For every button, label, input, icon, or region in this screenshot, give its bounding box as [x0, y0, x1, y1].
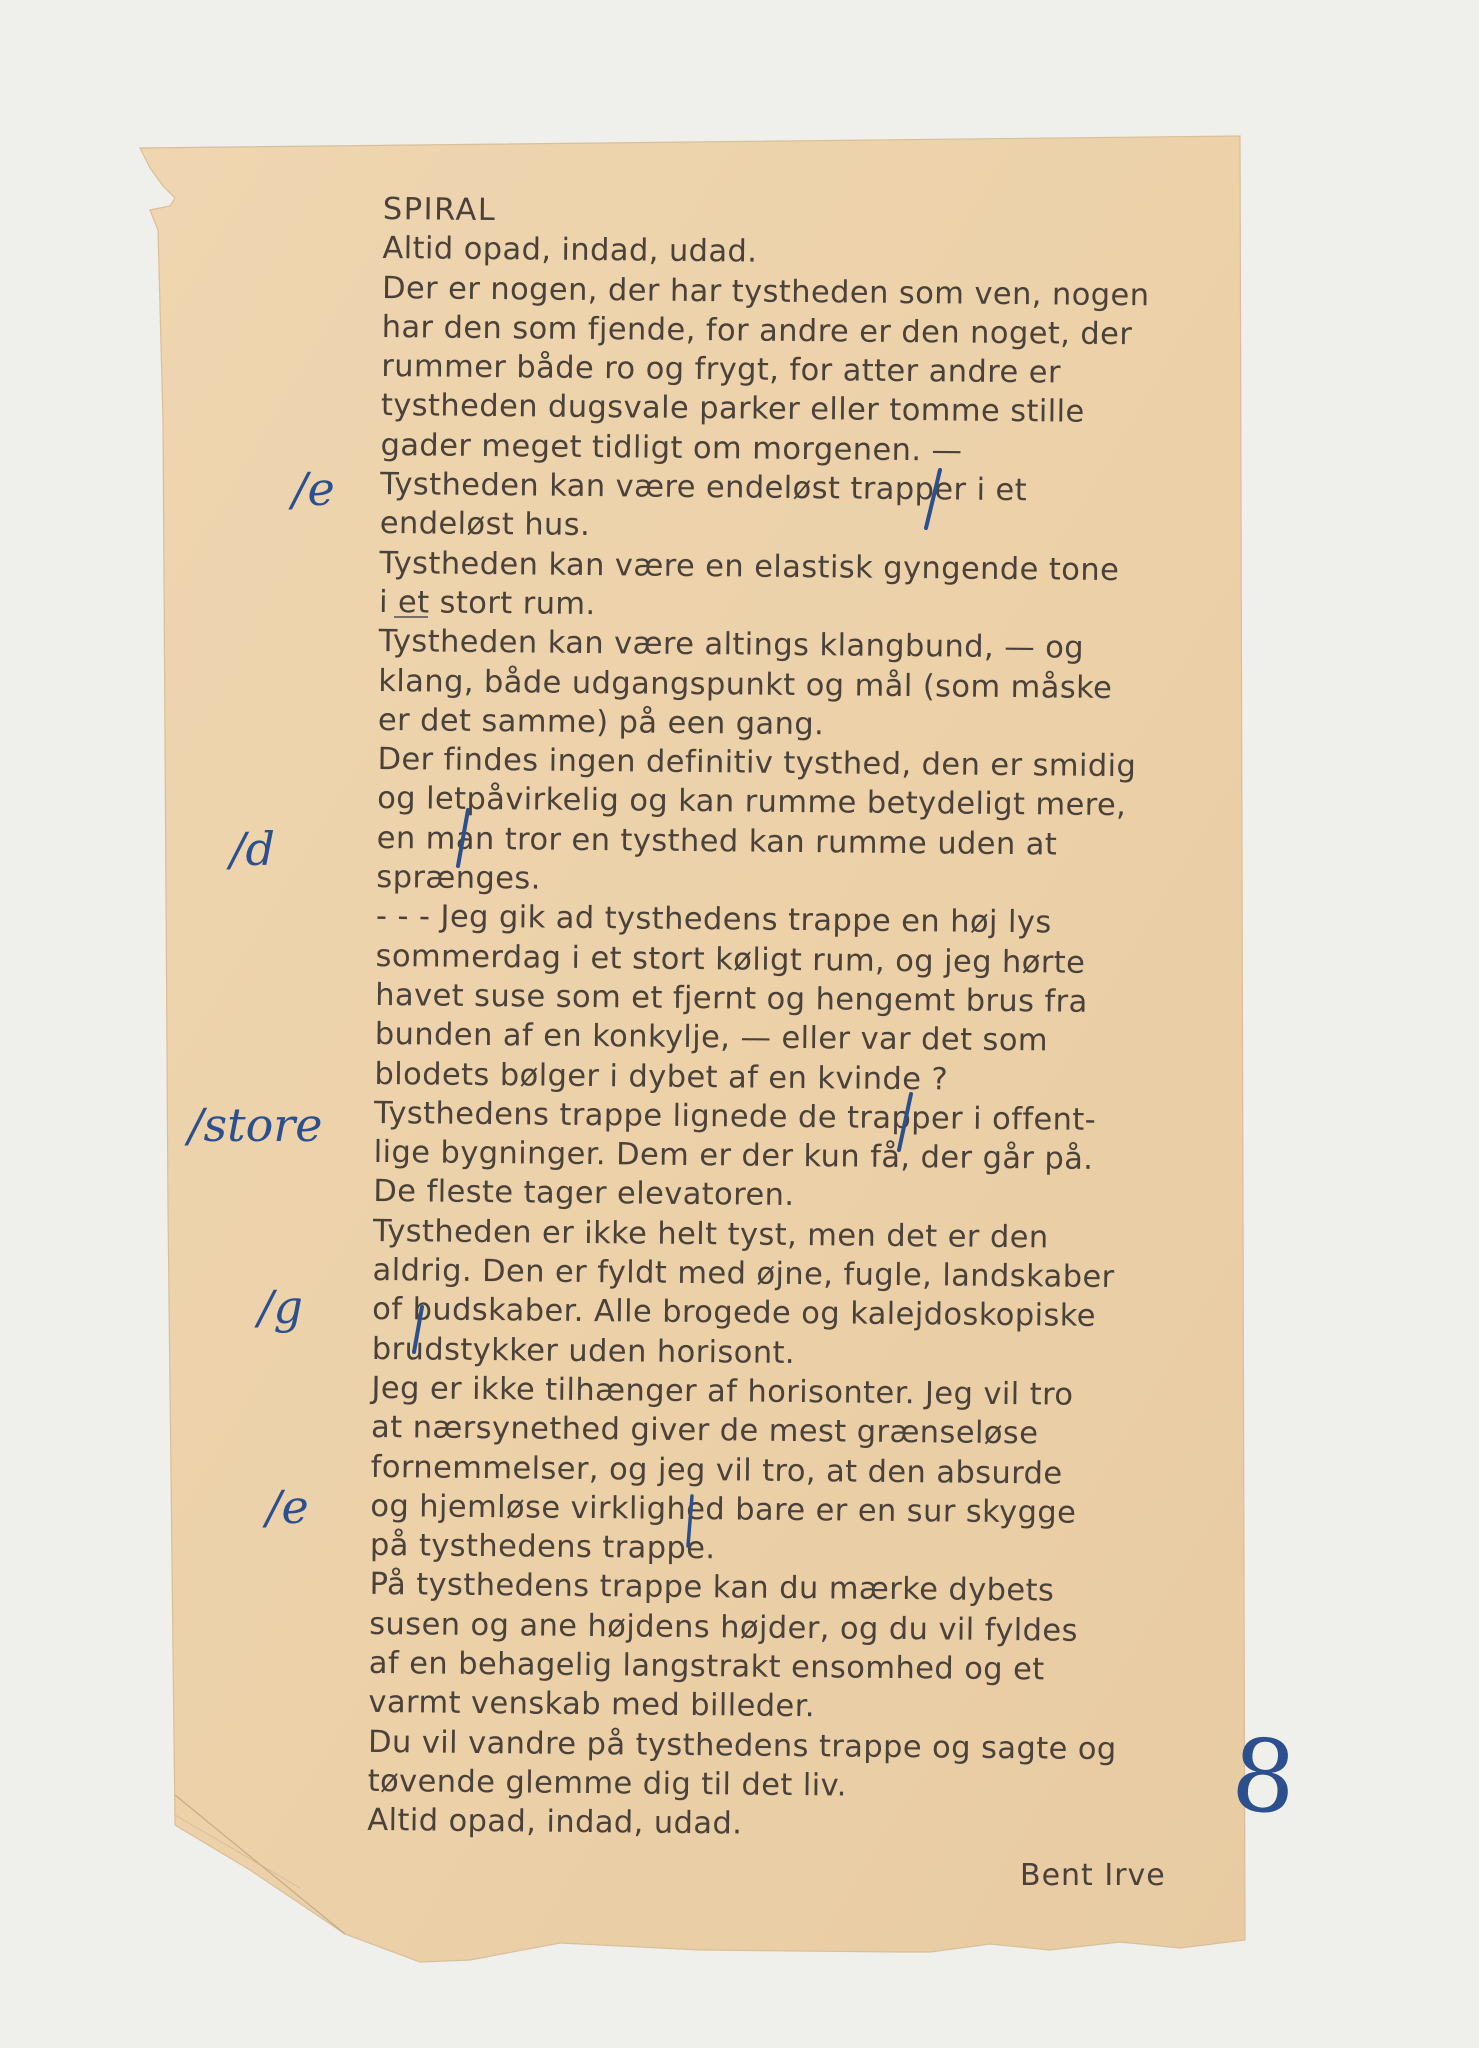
text-line: er det samme) på een gang.	[377, 702, 825, 743]
text-line: en man tror en tysthed kan rumme uden at	[376, 820, 1058, 863]
text-line: på tysthedens trappe.	[369, 1528, 716, 1567]
text-line: og letpåvirkelig og kan rumme betydeligt mere,	[376, 781, 1127, 824]
author-signature: Bent Irve	[1020, 1858, 1166, 1893]
text-line: tøvende glemme dig til det liv.	[367, 1763, 847, 1804]
text-line: endeløst hus.	[379, 506, 591, 544]
text-line: Der er nogen, der har tystheden som ven, nogen	[381, 270, 1150, 313]
text-line: varmt venskab med billeder.	[368, 1685, 816, 1725]
text-line: Altid opad, indad, udad.	[367, 1803, 743, 1842]
text-line: og hjemløse virklighed bare er en sur skygge	[370, 1488, 1077, 1531]
text-line: brudstykker uden horisont.	[371, 1331, 796, 1371]
text-line: rummer både ro og frygt, for atter andre er	[381, 349, 1062, 391]
text-line: gader meget tidligt om morgenen. —	[380, 427, 963, 469]
text-line: har den som fjende, for andre er den noget, der	[381, 309, 1133, 353]
text-line: bunden af en konkylje, — eller var det som	[374, 1017, 1049, 1059]
text-line: lige bygninger. Dem er der kun få, der går på.	[373, 1135, 1094, 1177]
text-line: susen og ane højdens højder, og du vil fyldes	[369, 1606, 1079, 1649]
text-line: På tysthedens trappe kan du mærke dybets	[369, 1567, 1055, 1609]
text-line: i et stort rum.	[378, 584, 596, 623]
text-line: klang, både udgangspunkt og mål (som måske	[378, 663, 1113, 706]
page-number: 8	[1227, 1715, 1300, 1838]
text-line: Tystheden kan være altings klangbund, — og	[378, 624, 1085, 667]
text-line: at nærsynethed giver de mest grænseløse	[370, 1410, 1039, 1452]
margin-note: /d	[230, 822, 275, 876]
text-line: Altid opad, indad, udad.	[382, 231, 758, 270]
margin-note: /e	[292, 462, 335, 516]
margin-note: /store	[188, 1098, 323, 1152]
text-line: Tysthedens trappe lignede de trapper i offent-	[373, 1095, 1097, 1138]
text-line: blodets bølger i dybet af en kvinde ?	[374, 1056, 949, 1097]
text-line: sommerdag i et stort køligt rum, og jeg hørte	[375, 938, 1086, 981]
text-line: Der findes ingen definitiv tysthed, den er smidig	[377, 742, 1137, 785]
margin-note: /e	[266, 1480, 309, 1534]
text-line: Du vil vandre på tysthedens trappe og sagte og	[367, 1724, 1117, 1767]
text-line: Tystheden kan være endeløst trapper i et	[380, 467, 1028, 509]
text-line: sprænges.	[376, 860, 541, 897]
text-line: Tystheden er ikke helt tyst, men det er den	[372, 1213, 1049, 1256]
text-line: tystheden dugsvale parker eller tomme stille	[380, 388, 1085, 431]
text-line: fornemmelser, og jeg vil tro, at den absurde	[370, 1449, 1063, 1492]
text-line: Tystheden kan være en elastisk gyngende tone	[379, 545, 1120, 588]
text-line: Jeg er ikke tilhænger af horisonter. Jeg vil tro	[371, 1370, 1074, 1413]
text-line: aldrig. Den er fyldt med øjne, fugle, landskaber	[372, 1252, 1115, 1296]
text-line: De fleste tager elevatoren.	[373, 1174, 795, 1214]
margin-note: /g	[258, 1280, 303, 1334]
text-line: of budskaber. Alle brogede og kalejdoskopiske	[372, 1292, 1097, 1335]
poem-title: SPIRAL	[382, 191, 497, 229]
text-line: af en behagelig langstrakt ensomhed og et	[368, 1645, 1045, 1688]
text-line: - - - Jeg gik ad tysthedens trappe en høj lys	[375, 899, 1052, 941]
text-line: havet suse som et fjernt og hengemt brus fra	[375, 977, 1088, 1020]
